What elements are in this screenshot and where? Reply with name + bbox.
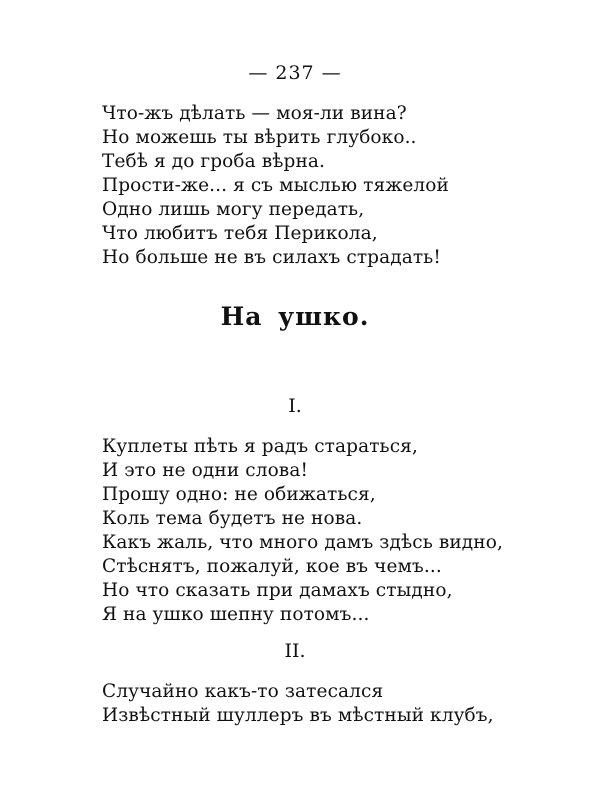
verse-line: Стѣснятъ, пожалуй, кое въ чемъ... <box>102 556 442 577</box>
page-number: — 237 — <box>248 62 342 84</box>
poem-title: На ушко. <box>220 302 370 331</box>
verse-line: Коль тема будетъ не нова. <box>102 508 363 529</box>
verse-line: Случайно какъ-то затесался <box>102 681 384 702</box>
stanza-1 <box>102 435 532 627</box>
verse-line: Извѣстный шуллеръ въ мѣстный клубъ, <box>102 705 494 726</box>
stanza-continued <box>102 102 532 270</box>
verse-line: Прости-же... я съ мыслью тяжелой <box>102 175 449 196</box>
section-numeral: II. <box>284 640 306 662</box>
verse-line: Прошу одно: не обижаться, <box>102 484 376 505</box>
verse-line: Но больше не въ силахъ страдать! <box>102 247 441 268</box>
verse-line: Что-жъ дѣлать — моя-ли вина? <box>102 103 407 124</box>
verse-line: Что любитъ тебя Перикола, <box>102 223 378 244</box>
verse-line: И это не одни слова! <box>102 460 308 481</box>
verse-line: Я на ушко шепну потомъ... <box>102 604 370 625</box>
verse-line: Куплеты пѣть я радъ стараться, <box>102 436 418 457</box>
stanza-2 <box>102 680 532 728</box>
verse-line: Тебѣ я до гроба вѣрна. <box>102 151 325 172</box>
verse-line: Но что сказать при дамахъ стыдно, <box>102 580 453 601</box>
section-numeral: I. <box>288 395 302 417</box>
verse-line: Какъ жаль, что много дамъ здѣсь видно, <box>102 532 503 553</box>
verse-line: Но можешь ты вѣрить глубоко.. <box>102 127 417 148</box>
verse-line: Одно лишь могу передать, <box>102 199 365 220</box>
